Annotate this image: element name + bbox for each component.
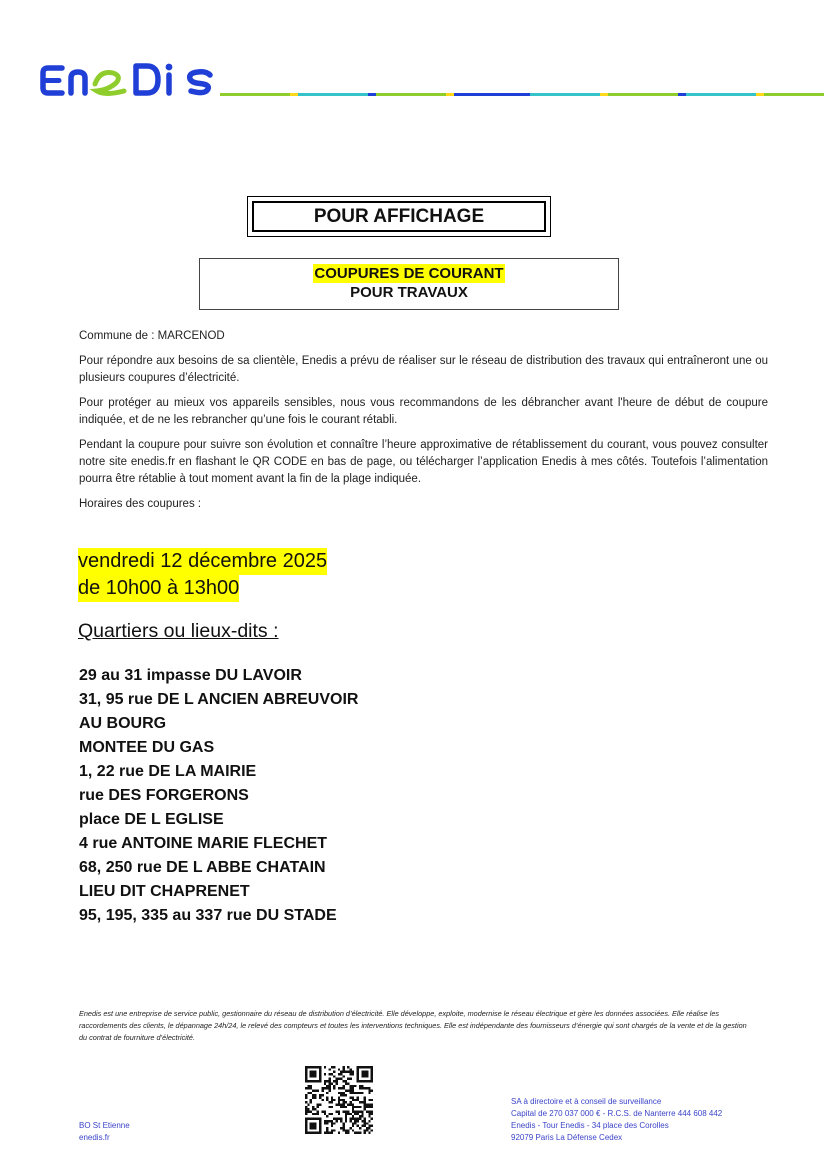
intro-paragraph: Pour répondre aux besoins de sa clientèle, Enedis a prévu de réaliser sur le réseau de distribution des travaux qui entraîneront une ou plusieurs coupures d’électricité. [79,355,768,384]
schedule-date: vendredi 12 décembre 2025 [78,548,327,575]
footer-city: 92079 Paris La Défense Cedex [511,1133,623,1142]
footer-office: BO St Etienne [79,1121,130,1130]
enedis-logo-icon [40,58,216,100]
list-item: 31, 95 rue DE L ANCIEN ABREUVOIR [79,691,359,708]
streets-list [79,664,358,928]
schedule-hours: de 10h00 à 13h00 [78,575,239,602]
list-item: AU BOURG [79,715,167,732]
footer-right [511,1096,722,1144]
footer-left [79,1120,130,1144]
coupures-subtitle: POUR TRAVAUX [350,284,468,301]
commune-line: Commune de : MARCENOD [79,330,225,342]
coupures-title: COUPURES DE COURANT [314,265,504,282]
info-paragraph: Pendant la coupure pour suivre son évolution et connaître l’heure approximative de rétablissement du courant, vous pouvez consulter notre site enedis.fr en flashant le QR CODE en bas de page, ou télécharger l’application Enedis à mes côtés. Toutefois l’alimentation pourra être rétablie à tout moment avant la fin de la plage indiquée. [79,439,768,485]
enedis-logo [40,58,216,100]
list-item: rue DES FORGERONS [79,787,249,804]
schedule-block [78,548,327,602]
list-item: place DE L EGLISE [79,811,224,828]
affichage-title: POUR AFFICHAGE [252,201,546,232]
list-item: LIEU DIT CHAPRENET [79,883,250,900]
footer-website-link[interactable]: enedis.fr [79,1133,110,1142]
legal-notice: Enedis est une entreprise de service public, gestionnaire du réseau de distribution d’électricité. Elle développe, exploite, modernise le réseau électrique et gère les données associées. Elle réalise les raccordements des clients, le dépannage 24h/24, le relevé des compteurs et toutes les interventions techniques. Elle est indépendante des fournisseurs d’énergie qui sont chargés de la vente et de la gestion du contrat de fourniture d’électricité. [79,1009,747,1042]
list-item: 29 au 31 impasse DU LAVOIR [79,667,302,684]
list-item: 4 rue ANTOINE MARIE FLECHET [79,835,328,852]
list-item: MONTEE DU GAS [79,739,215,756]
affichage-frame [247,196,551,237]
coupures-frame [199,258,619,310]
advice-paragraph: Pour protéger au mieux vos appareils sensibles, nous vous recommandons de les débrancher avant l'heure de début de coupure indiquée, et de ne les rebrancher qu’une fois le courant rétabli. [79,397,768,426]
quartiers-heading: Quartiers ou lieux-dits : [78,620,279,642]
qr-code-graphic [305,1066,373,1134]
footer-company-type: SA à directoire et à conseil de surveillance [511,1097,662,1106]
list-item: 95, 195, 335 au 337 rue DU STADE [79,907,337,924]
header-divider [220,93,824,96]
qr-code-icon[interactable] [305,1066,373,1134]
list-item: 68, 250 rue DE L ABBE CHATAIN [79,859,326,876]
footer-address: Enedis - Tour Enedis - 34 place des Corolles [511,1121,669,1130]
list-item: 1, 22 rue DE LA MAIRIE [79,763,257,780]
footer-capital: Capital de 270 037 000 € - R.C.S. de Nanterre 444 608 442 [511,1109,723,1118]
horaires-label: Horaires des coupures : [79,498,202,510]
